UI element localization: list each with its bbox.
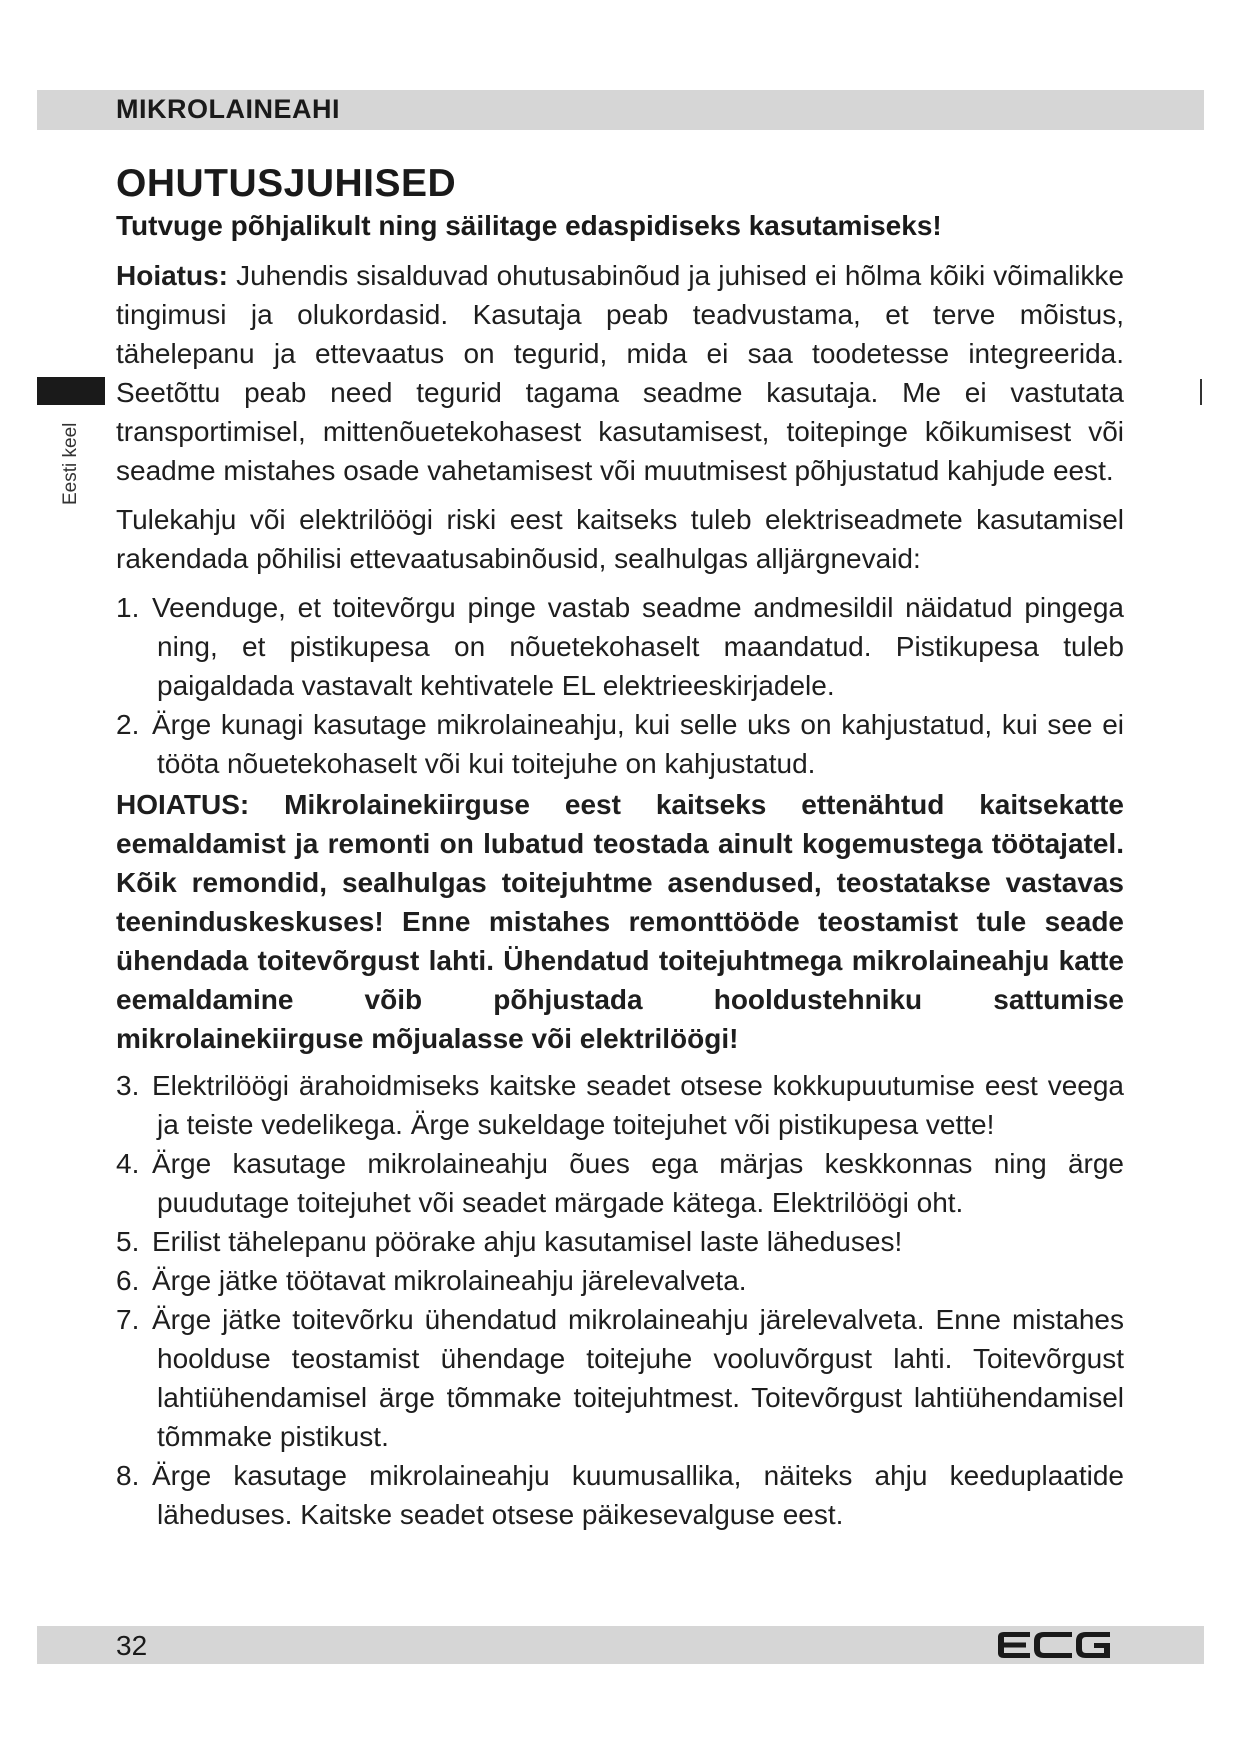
list-item-text: Ärge kasutage mikrolaineahju kuumusallika, näiteks ahju keeduplaatide läheduses. Kaitske seadet otsese päikesevalguse eest. — [152, 1460, 1124, 1530]
list-item-number: 2. — [116, 709, 140, 740]
list-item-number: 8. — [116, 1460, 140, 1491]
list-item — [116, 1300, 1124, 1456]
bold-warning: HOIATUS: Mikrolainekiirguse eest kaitseks ettenähtud kaitsekatte eemaldamist ja remonti on lubatud teostada ainult kogemustega töötajatel. Kõik remondid, sealhulgas toitejuhtme asendused, teostatakse vastavas teeninduskeskuses! Enne mistahes remonttööde teostamist tule seade ühendada toitevõrgust lahti. Ühendatud toitejuhtmega mikrolaineahju katte eemaldamine võib põhjustada hooldustehniku sattumise mikrolainekiirguse mõjualasse või elektrilöögi! — [116, 789, 1124, 1054]
safety-list-2 — [116, 1066, 1124, 1534]
list-item-text: Ärge kunagi kasutage mikrolaineahju, kui selle uks on kahjustatud, kui see ei tööta nõuetekohaselt või kui toitejuhe on kahjustatud. — [152, 709, 1124, 779]
list-item-text: Ärge jätke töötavat mikrolaineahju järelevalveta. — [152, 1265, 747, 1296]
list-item — [116, 1144, 1124, 1222]
list-item — [116, 1066, 1124, 1144]
language-label: Eesti keel — [60, 422, 81, 505]
list-item-text: Ärge kasutage mikrolaineahju õues ega märjas keskkonnas ning ärge puudutage toitejuhet või seadet märgade kätega. Elektrilöögi oht. — [152, 1148, 1124, 1218]
safety-list-1 — [116, 588, 1124, 783]
list-item — [116, 705, 1124, 783]
warning-intro-text: Juhendis sisalduvad ohutusabinõud ja juhised ei hõlma kõiki võimalikke tingimusi ja olukordasid. Kasutaja peab teadvustama, et terve mõistus, tähelepanu ja ettevaatus on tegurid, mida ei saa toodetesse integreerida. Seetõttu peab need tegurid tagama seadme kasutaja. Me ei vastutata transportimisel, mittenõuetekohasest kasutamisest, toitepinge kõikumisest või seadme mistahes osade vahetamisest või muutmisest põhjustatud kahjude eest. — [116, 260, 1124, 486]
ecg-logo-icon — [996, 1630, 1112, 1660]
header-title: MIKROLAINEAHI — [116, 94, 340, 124]
list-item-number: 4. — [116, 1148, 140, 1179]
list-item — [116, 1456, 1124, 1534]
edge-mark — [1200, 379, 1202, 405]
page-title: OHUTUSJUHISED — [116, 162, 457, 205]
list-item — [116, 1222, 1124, 1261]
warning-label: Hoiatus: — [116, 260, 228, 291]
list-item-number: 1. — [116, 592, 140, 623]
list-item-text: Erilist tähelepanu pöörake ahju kasutamisel laste läheduses! — [152, 1226, 903, 1257]
language-tab-marker — [37, 377, 105, 405]
list-item-text: Ärge jätke toitevõrku ühendatud mikrolaineahju järelevalveta. Enne mistahes hoolduse teostamist ühendage toitejuhe vooluvõrgust lahti. Toitevõrgust lahtiühendamisel ärge tõmmake toitejuhtmest. Toitevõrgust lahtiühendamisel tõmmake pistikust. — [152, 1304, 1124, 1452]
intro-paragraph: Tulekahju või elektrilöögi riski eest kaitseks tuleb elektriseadmete kasutamisel rakendada põhilisi ettevaatusabinõusid, sealhulgas alljärgnevaid: — [116, 504, 1124, 574]
main-content — [116, 162, 1124, 1534]
page-number: 32 — [116, 1630, 148, 1661]
list-item-text: Elektrilöögi ärahoidmiseks kaitske seadet otsese kokkupuutumise eest veega ja teiste vedelikega. Ärge sukeldage toitejuhet või pistikupesa vette! — [152, 1070, 1124, 1140]
page-subtitle: Tutvuge põhjalikult ning säilitage edaspidiseks kasutamiseks! — [116, 210, 942, 241]
list-item-number: 5. — [116, 1226, 140, 1257]
list-item — [116, 588, 1124, 705]
list-item — [116, 1261, 1124, 1300]
list-item-number: 7. — [116, 1304, 140, 1335]
list-item-number: 3. — [116, 1070, 140, 1101]
warning-intro — [116, 256, 1124, 490]
list-item-number: 6. — [116, 1265, 140, 1296]
list-item-text: Veenduge, et toitevõrgu pinge vastab seadme andmesildil näidatud pingega ning, et pistikupesa on nõuetekohaselt maandatud. Pistikupesa tuleb paigaldada vastavalt kehtivatele EL elektrieeskirjadele. — [152, 592, 1124, 701]
